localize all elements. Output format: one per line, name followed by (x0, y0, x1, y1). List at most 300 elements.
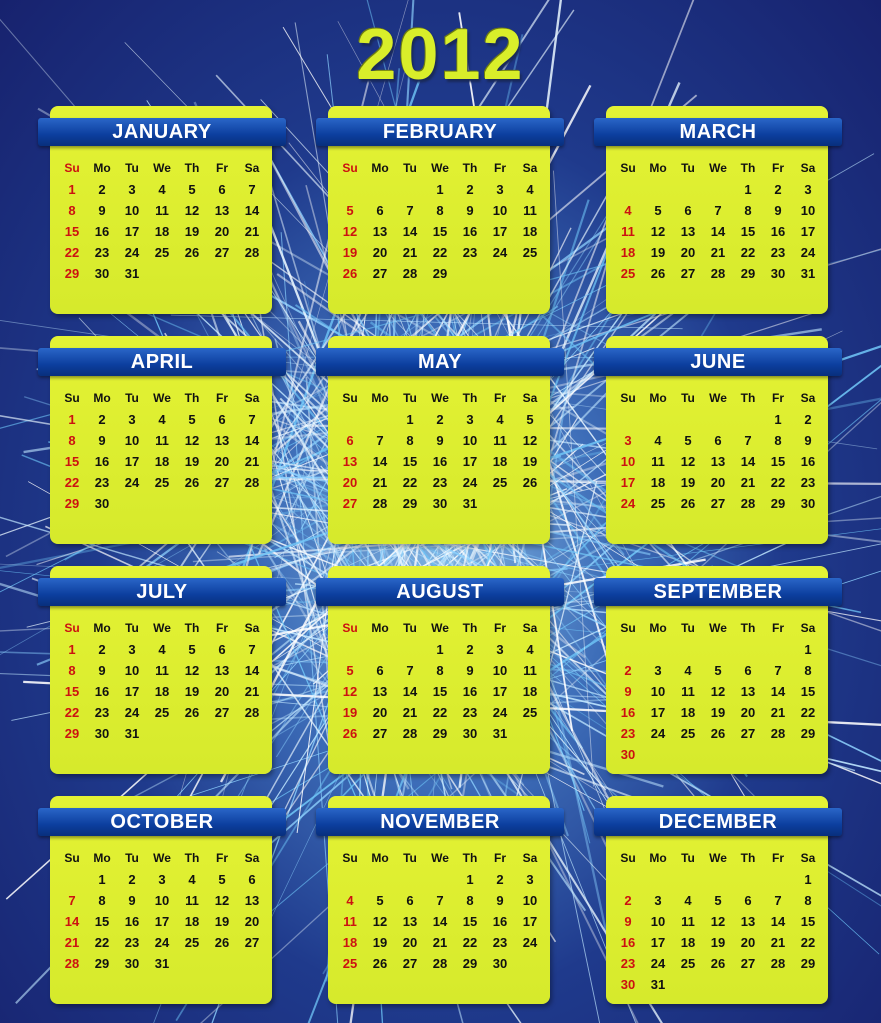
day-cell: 27 (214, 475, 230, 490)
day-cell: 23 (462, 245, 478, 260)
day-cell: 6 (714, 433, 722, 448)
day-cell: 25 (522, 705, 538, 720)
day-cell: 26 (342, 266, 358, 281)
day-cell: 14 (710, 224, 726, 239)
empty-cell (613, 179, 643, 200)
day-cell: 14 (244, 433, 260, 448)
weekday-header: Su (342, 391, 358, 405)
month-name: NOVEMBER (316, 808, 564, 836)
month-february (316, 106, 566, 316)
day-cell: 16 (94, 224, 110, 239)
day-cell: 26 (680, 496, 696, 511)
day-cell: 13 (680, 224, 696, 239)
day-cell: 11 (523, 663, 537, 678)
day-cell: 29 (800, 956, 816, 971)
day-cell: 27 (402, 956, 418, 971)
empty-cell (335, 179, 365, 200)
day-cell: 27 (740, 956, 756, 971)
day-cell: 20 (372, 705, 388, 720)
empty-cell (335, 869, 365, 890)
weekday-header: Fr (494, 161, 506, 175)
weekday-header: Su (64, 161, 80, 175)
day-cell: 18 (650, 475, 666, 490)
day-cell: 25 (522, 245, 538, 260)
day-cell: 3 (128, 642, 136, 657)
day-cell: 6 (684, 203, 692, 218)
day-cell: 12 (184, 433, 200, 448)
day-cell: 30 (800, 496, 816, 511)
day-cell: 15 (94, 914, 110, 929)
weekday-header: Tu (403, 851, 417, 865)
weekday-header: We (431, 391, 449, 405)
day-cell: 18 (154, 224, 170, 239)
day-cell: 12 (372, 914, 388, 929)
day-cell: 29 (432, 266, 448, 281)
day-cell: 14 (64, 914, 80, 929)
weekday-header: Tu (403, 621, 417, 635)
day-cell: 29 (432, 726, 448, 741)
weekday-header: We (709, 391, 727, 405)
day-cell: 17 (154, 914, 170, 929)
day-cell: 10 (124, 663, 140, 678)
day-cell: 12 (710, 684, 726, 699)
weekday-header: Th (462, 621, 478, 635)
day-cell: 19 (372, 935, 388, 950)
day-cell: 3 (158, 872, 166, 887)
day-cell: 2 (128, 872, 136, 887)
day-cell: 11 (681, 684, 695, 699)
day-cell: 22 (64, 705, 80, 720)
day-cell: 8 (68, 433, 76, 448)
day-cell: 2 (98, 642, 106, 657)
day-cell: 21 (372, 475, 388, 490)
day-cell: 20 (402, 935, 418, 950)
day-cell: 19 (680, 475, 696, 490)
day-cell: 10 (650, 684, 666, 699)
day-cell: 4 (188, 872, 196, 887)
empty-cell (733, 409, 763, 430)
day-cell: 21 (244, 224, 260, 239)
month-name: JULY (38, 578, 286, 606)
weekday-header: Sa (244, 851, 260, 865)
day-cell: 22 (740, 245, 756, 260)
day-cell: 16 (432, 454, 448, 469)
day-cell: 17 (650, 705, 666, 720)
day-cell: 6 (346, 433, 354, 448)
empty-cell (335, 409, 365, 430)
day-cell: 12 (522, 433, 538, 448)
day-cell: 6 (376, 203, 384, 218)
day-cell: 28 (244, 475, 260, 490)
day-cell: 4 (624, 203, 632, 218)
day-cell: 18 (154, 684, 170, 699)
day-grid (613, 388, 823, 514)
day-cell: 4 (346, 893, 354, 908)
day-cell: 26 (184, 705, 200, 720)
month-name: JANUARY (38, 118, 286, 146)
day-cell: 29 (740, 266, 756, 281)
day-cell: 2 (496, 872, 504, 887)
day-cell: 22 (64, 245, 80, 260)
day-cell: 10 (124, 203, 140, 218)
empty-cell (613, 409, 643, 430)
day-cell: 29 (64, 496, 80, 511)
weekday-header: Su (342, 851, 358, 865)
weekday-header: Sa (522, 161, 538, 175)
day-cell: 28 (64, 956, 80, 971)
weekday-header: Th (740, 851, 756, 865)
day-cell: 7 (406, 203, 414, 218)
day-cell: 2 (774, 182, 782, 197)
day-cell: 22 (432, 245, 448, 260)
weekday-header: Th (462, 851, 478, 865)
day-cell: 5 (346, 663, 354, 678)
day-cell: 12 (342, 224, 358, 239)
day-cell: 23 (770, 245, 786, 260)
empty-cell (365, 869, 395, 890)
day-cell: 17 (492, 684, 508, 699)
day-cell: 31 (124, 726, 140, 741)
weekday-header: Su (620, 851, 636, 865)
day-cell: 17 (650, 935, 666, 950)
day-cell: 13 (372, 224, 388, 239)
day-cell: 30 (94, 266, 110, 281)
day-cell: 9 (624, 914, 632, 929)
empty-cell (733, 639, 763, 660)
month-october (38, 796, 288, 1006)
day-cell: 3 (624, 433, 632, 448)
weekday-header: Mo (371, 851, 389, 865)
day-cell: 20 (740, 935, 756, 950)
day-cell: 12 (342, 684, 358, 699)
day-cell: 7 (376, 433, 384, 448)
day-cell: 30 (94, 496, 110, 511)
weekday-header: Mo (93, 851, 111, 865)
day-cell: 20 (710, 475, 726, 490)
day-cell: 3 (496, 182, 504, 197)
day-cell: 19 (342, 705, 358, 720)
day-cell: 24 (124, 705, 140, 720)
day-cell: 3 (526, 872, 534, 887)
day-cell: 13 (342, 454, 358, 469)
day-cell: 10 (650, 914, 666, 929)
day-cell: 29 (402, 496, 418, 511)
empty-cell (703, 179, 733, 200)
day-cell: 12 (650, 224, 666, 239)
weekday-header: We (709, 621, 727, 635)
day-cell: 13 (402, 914, 418, 929)
month-name: JUNE (594, 348, 842, 376)
day-cell: 19 (184, 224, 200, 239)
weekday-header: Tu (681, 391, 695, 405)
day-cell: 24 (800, 245, 816, 260)
month-september (594, 566, 844, 776)
weekday-header: Su (342, 621, 358, 635)
day-cell: 27 (680, 266, 696, 281)
day-cell: 29 (94, 956, 110, 971)
weekday-header: Fr (216, 391, 228, 405)
day-cell: 22 (432, 705, 448, 720)
day-cell: 5 (188, 182, 196, 197)
day-cell: 18 (680, 705, 696, 720)
day-cell: 24 (492, 245, 508, 260)
day-cell: 23 (492, 935, 508, 950)
year-title: 2012 (356, 15, 525, 95)
day-cell: 10 (620, 454, 636, 469)
day-cell: 25 (620, 266, 636, 281)
day-cell: 1 (406, 412, 414, 427)
day-cell: 2 (98, 412, 106, 427)
weekday-header: Mo (649, 621, 667, 635)
day-cell: 21 (770, 935, 786, 950)
weekday-header: Fr (216, 161, 228, 175)
day-cell: 31 (124, 266, 140, 281)
day-cell: 11 (681, 914, 695, 929)
day-cell: 14 (770, 684, 786, 699)
weekday-header: We (153, 391, 171, 405)
weekday-header: Mo (371, 621, 389, 635)
weekday-header: Mo (371, 161, 389, 175)
day-grid (335, 618, 545, 744)
day-cell: 28 (710, 266, 726, 281)
day-cell: 30 (770, 266, 786, 281)
weekday-header: Fr (772, 391, 784, 405)
empty-cell (673, 409, 703, 430)
day-cell: 18 (522, 224, 538, 239)
day-cell: 12 (710, 914, 726, 929)
day-cell: 4 (496, 412, 504, 427)
day-cell: 15 (64, 224, 80, 239)
weekday-header: Tu (125, 851, 139, 865)
weekday-header: Mo (93, 621, 111, 635)
weekday-header: Fr (216, 851, 228, 865)
day-cell: 31 (800, 266, 816, 281)
day-cell: 8 (68, 203, 76, 218)
day-cell: 11 (155, 203, 169, 218)
day-cell: 16 (124, 914, 140, 929)
day-cell: 8 (466, 893, 474, 908)
weekday-header: Mo (649, 851, 667, 865)
empty-cell (733, 869, 763, 890)
day-cell: 9 (128, 893, 136, 908)
day-cell: 4 (158, 642, 166, 657)
weekday-header: Sa (522, 391, 538, 405)
day-cell: 15 (432, 224, 448, 239)
empty-cell (365, 179, 395, 200)
day-cell: 1 (436, 182, 444, 197)
day-cell: 6 (218, 182, 226, 197)
day-cell: 15 (462, 914, 478, 929)
day-cell: 27 (710, 496, 726, 511)
day-cell: 2 (436, 412, 444, 427)
day-cell: 6 (744, 663, 752, 678)
weekday-header: Su (620, 161, 636, 175)
day-cell: 2 (804, 412, 812, 427)
empty-cell (335, 639, 365, 660)
day-cell: 23 (94, 705, 110, 720)
empty-cell (673, 639, 703, 660)
weekday-header: We (709, 161, 727, 175)
day-cell: 18 (680, 935, 696, 950)
day-cell: 7 (248, 412, 256, 427)
day-cell: 23 (432, 475, 448, 490)
day-cell: 23 (94, 245, 110, 260)
day-cell: 31 (650, 977, 666, 992)
weekday-header: Su (620, 621, 636, 635)
day-cell: 30 (620, 977, 636, 992)
day-cell: 9 (98, 433, 106, 448)
day-cell: 1 (744, 182, 752, 197)
day-cell: 4 (654, 433, 662, 448)
day-cell: 28 (372, 496, 388, 511)
day-cell: 15 (432, 684, 448, 699)
weekday-header: Th (184, 161, 200, 175)
day-cell: 1 (804, 642, 812, 657)
weekday-header: Tu (125, 391, 139, 405)
day-cell: 25 (154, 245, 170, 260)
weekday-header: Tu (681, 161, 695, 175)
day-cell: 13 (740, 914, 756, 929)
day-cell: 10 (492, 663, 508, 678)
day-cell: 31 (154, 956, 170, 971)
weekday-header: Fr (494, 621, 506, 635)
weekday-header: Sa (800, 621, 816, 635)
day-cell: 26 (342, 726, 358, 741)
day-cell: 14 (244, 663, 260, 678)
day-cell: 1 (68, 182, 76, 197)
weekday-header: Mo (371, 391, 389, 405)
empty-cell (703, 869, 733, 890)
day-cell: 14 (402, 224, 418, 239)
day-cell: 27 (740, 726, 756, 741)
day-cell: 18 (522, 684, 538, 699)
day-cell: 27 (342, 496, 358, 511)
day-cell: 24 (522, 935, 538, 950)
day-cell: 28 (402, 726, 418, 741)
day-cell: 23 (462, 705, 478, 720)
day-cell: 4 (526, 182, 534, 197)
day-cell: 3 (804, 182, 812, 197)
day-cell: 4 (526, 642, 534, 657)
day-cell: 27 (372, 726, 388, 741)
weekday-header: Fr (494, 391, 506, 405)
day-cell: 8 (68, 663, 76, 678)
day-cell: 23 (620, 726, 636, 741)
day-cell: 17 (124, 454, 140, 469)
weekday-header: Th (740, 391, 756, 405)
day-grid (57, 388, 267, 514)
day-cell: 20 (680, 245, 696, 260)
day-cell: 14 (402, 684, 418, 699)
day-cell: 30 (492, 956, 508, 971)
day-cell: 14 (432, 914, 448, 929)
day-cell: 22 (402, 475, 418, 490)
day-cell: 2 (624, 663, 632, 678)
day-cell: 26 (522, 475, 538, 490)
day-cell: 27 (214, 245, 230, 260)
weekday-header: Sa (522, 621, 538, 635)
day-cell: 29 (64, 266, 80, 281)
day-cell: 26 (710, 726, 726, 741)
empty-cell (643, 639, 673, 660)
day-cell: 23 (620, 956, 636, 971)
empty-cell (643, 869, 673, 890)
day-cell: 28 (432, 956, 448, 971)
day-cell: 18 (492, 454, 508, 469)
day-cell: 16 (94, 684, 110, 699)
empty-cell (763, 869, 793, 890)
weekday-header: Tu (403, 161, 417, 175)
day-cell: 5 (714, 893, 722, 908)
day-cell: 6 (218, 412, 226, 427)
weekday-header: Tu (681, 851, 695, 865)
day-cell: 19 (342, 245, 358, 260)
day-cell: 29 (800, 726, 816, 741)
day-cell: 4 (684, 893, 692, 908)
month-name: AUGUST (316, 578, 564, 606)
day-cell: 11 (651, 454, 665, 469)
day-cell: 21 (244, 684, 260, 699)
day-cell: 31 (462, 496, 478, 511)
day-cell: 3 (654, 893, 662, 908)
day-cell: 7 (714, 203, 722, 218)
weekday-header: Mo (649, 391, 667, 405)
empty-cell (673, 179, 703, 200)
day-cell: 13 (710, 454, 726, 469)
day-cell: 7 (248, 182, 256, 197)
day-cell: 21 (710, 245, 726, 260)
day-cell: 13 (214, 433, 230, 448)
day-cell: 21 (402, 705, 418, 720)
day-cell: 22 (94, 935, 110, 950)
day-grid (335, 158, 545, 284)
weekday-header: Su (64, 621, 80, 635)
weekday-header: We (153, 161, 171, 175)
day-cell: 21 (432, 935, 448, 950)
weekday-header: Th (462, 391, 478, 405)
day-cell: 22 (462, 935, 478, 950)
day-cell: 3 (654, 663, 662, 678)
day-cell: 24 (462, 475, 478, 490)
month-december (594, 796, 844, 1006)
weekday-header: We (153, 851, 171, 865)
day-cell: 25 (680, 956, 696, 971)
day-cell: 24 (124, 475, 140, 490)
weekday-header: Fr (772, 621, 784, 635)
day-cell: 15 (800, 684, 816, 699)
day-cell: 19 (214, 914, 230, 929)
month-name: OCTOBER (38, 808, 286, 836)
day-cell: 3 (128, 412, 136, 427)
day-cell: 10 (800, 203, 816, 218)
month-june (594, 336, 844, 546)
day-cell: 30 (462, 726, 478, 741)
day-cell: 12 (184, 663, 200, 678)
weekday-header: Th (740, 161, 756, 175)
day-grid (613, 848, 823, 995)
empty-cell (425, 869, 455, 890)
weekday-header: Tu (403, 391, 417, 405)
day-cell: 9 (98, 663, 106, 678)
day-cell: 8 (774, 433, 782, 448)
day-cell: 7 (436, 893, 444, 908)
day-grid (57, 158, 267, 284)
day-cell: 17 (492, 224, 508, 239)
day-cell: 19 (650, 245, 666, 260)
month-name: SEPTEMBER (594, 578, 842, 606)
weekday-header: Fr (772, 851, 784, 865)
month-name: APRIL (38, 348, 286, 376)
